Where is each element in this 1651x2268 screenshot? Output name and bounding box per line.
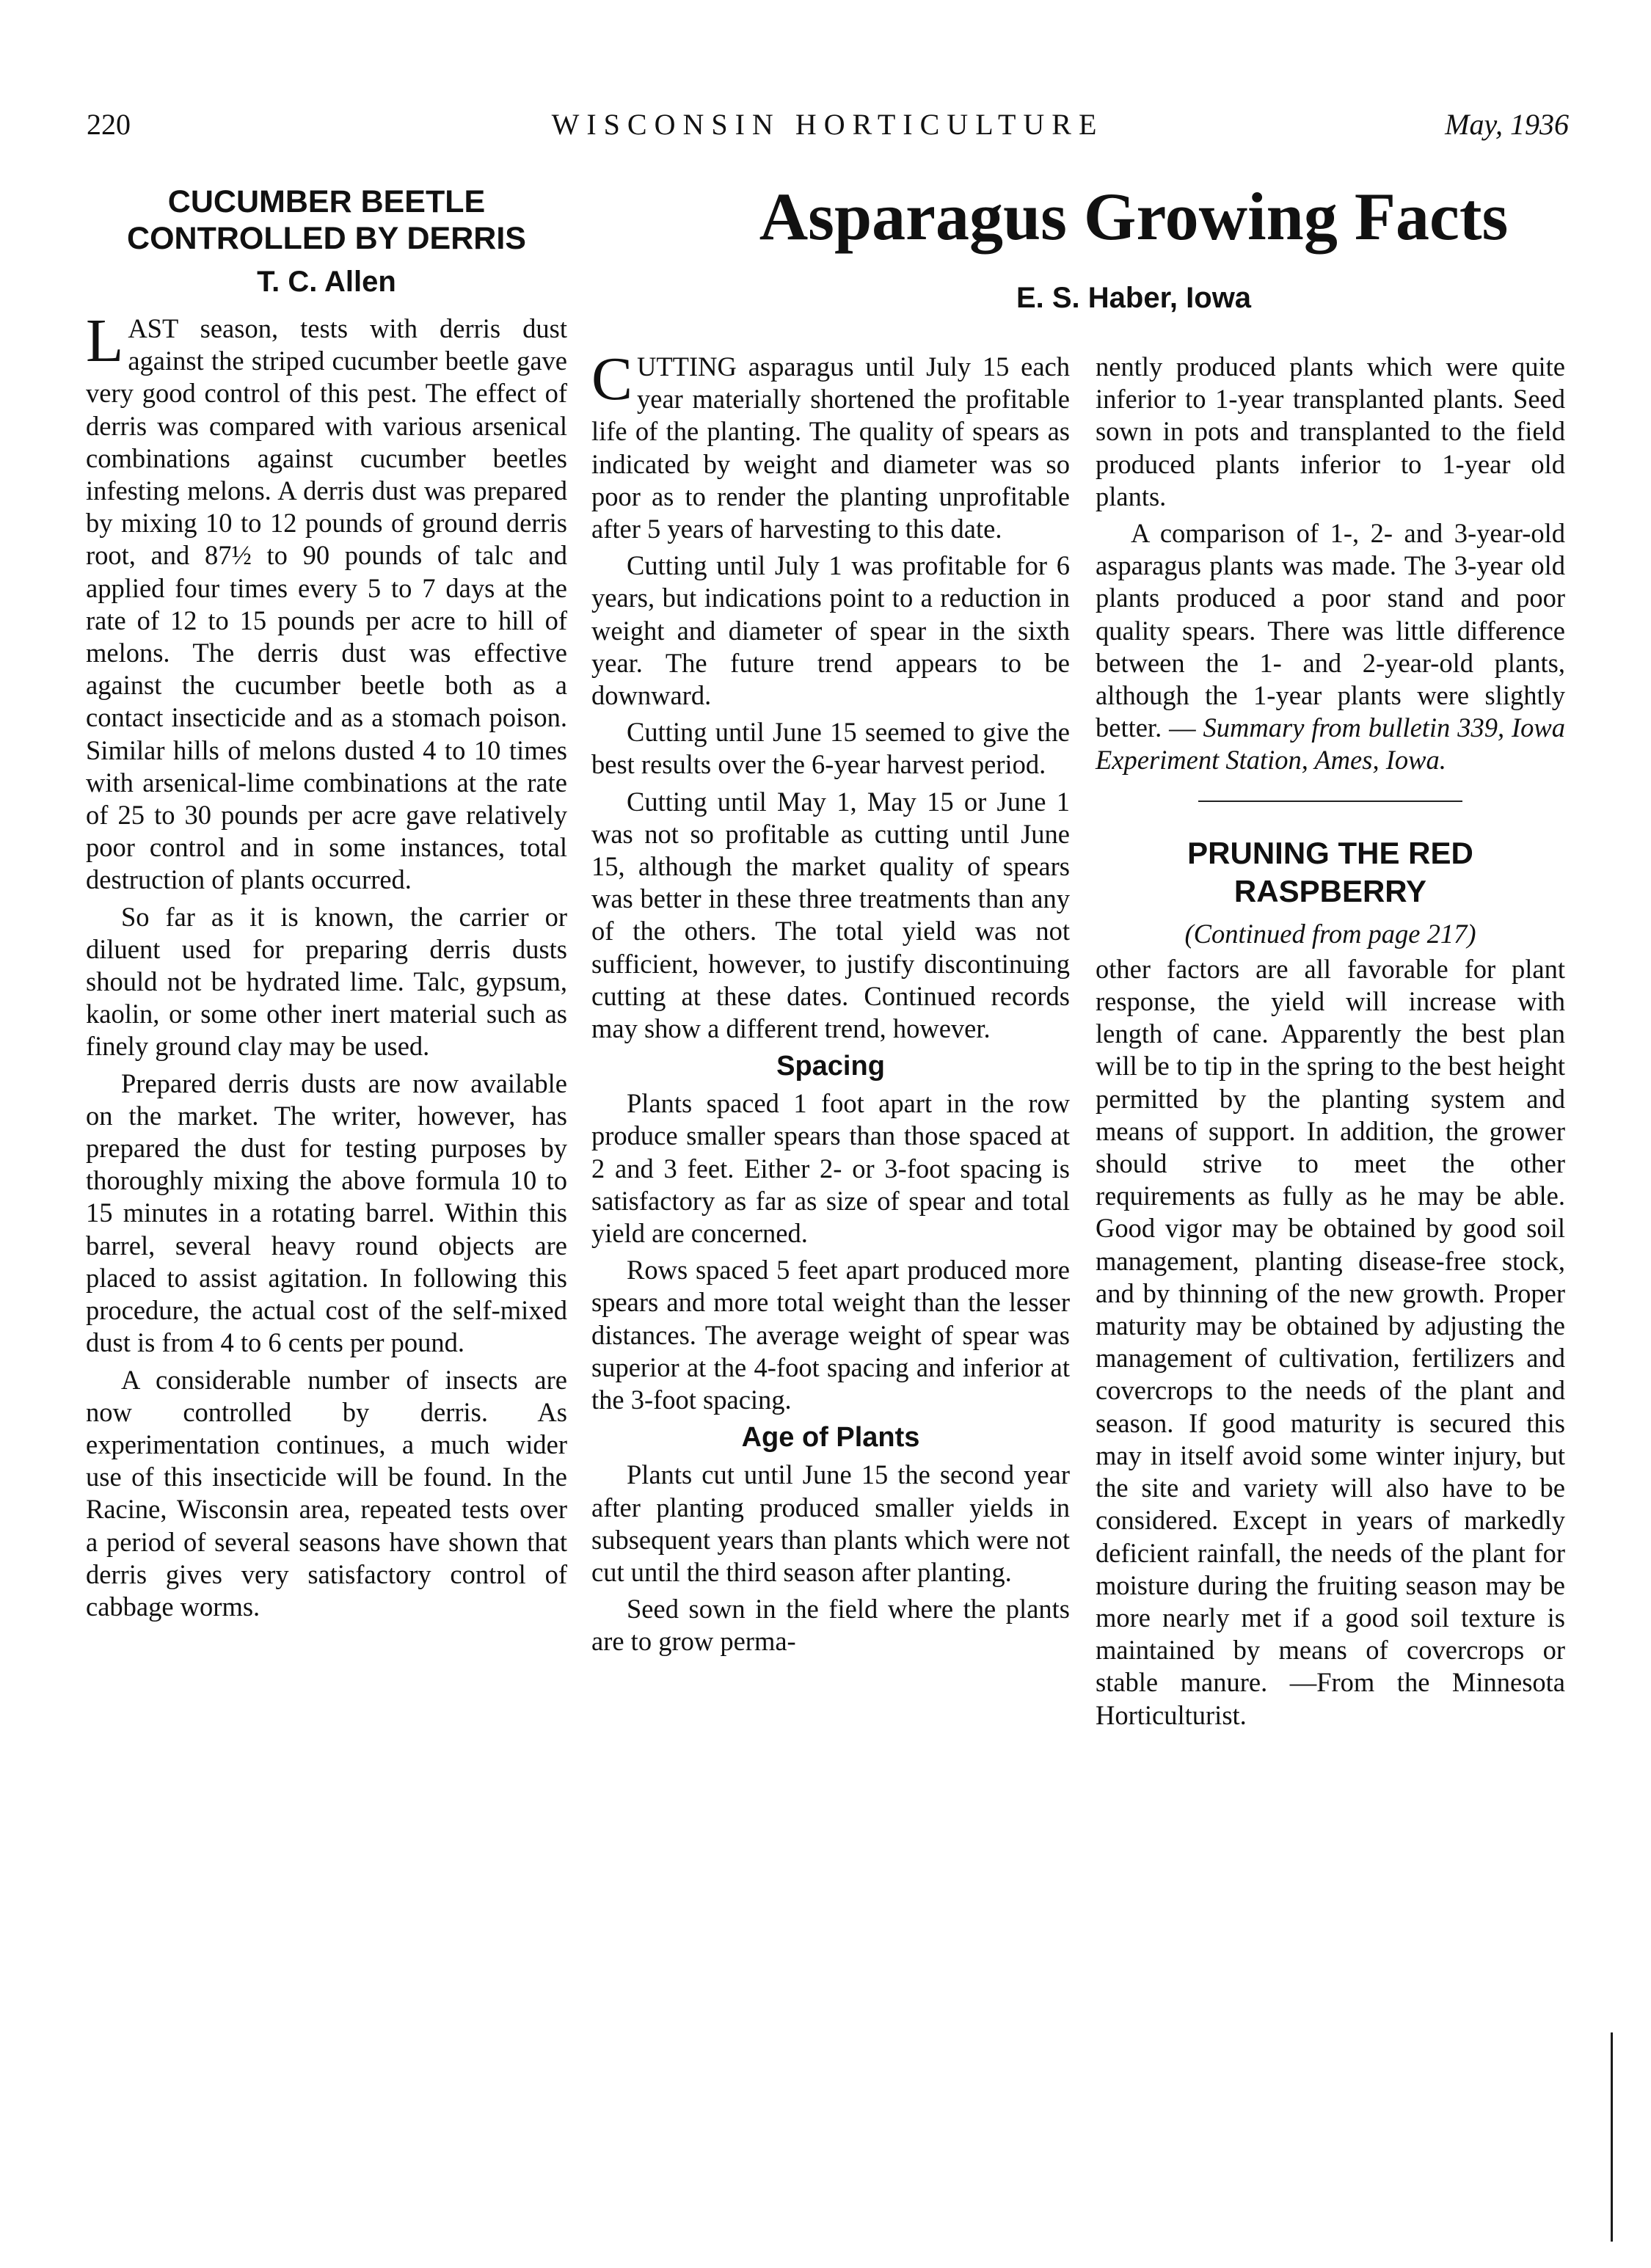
asparagus-column-1 [591, 345, 1070, 1658]
issue-date: May, 1936 [1445, 108, 1569, 141]
asparagus-article-title: Asparagus Growing Facts [759, 179, 1509, 254]
asparagus-paragraph: Rows spaced 5 feet apart produced more spears and more total weight than the lesser distances. The average weight of spear was superior at the 4-foot spacing and inferior at the 3-foot spacing. [591, 1255, 1070, 1415]
continued-note: (Continued from page 217) [1184, 918, 1476, 949]
asparagus-paragraph: Cutting until May 1, May 15 or June 1 was not so profitable as cutting until June 15, although the market quality of spears was better in these three treatments than any of the others. The total yield was not sufficient, however, to justify discontinuing cutting at these dates. Continued records may show a different trend, however. [591, 786, 1070, 1044]
beetle-article-title: CUCUMBER BEETLE CONTROLLED BY DERRIS [127, 184, 526, 256]
beetle-article [86, 183, 567, 1623]
raspberry-paragraph: other factors are all favorable for plant response, the yield will increase with length of cane. Apparently the best plan will be to tip in the spring to the best height permitted by the planting system and means of support. In addition, the grower should strive to meet the other requirements as fully as he may be able. Good vigor may be obtained by good soil management, planting disease-free stock, and by thinning of the new growth. Proper maturity may be obtained by adjusting the management of cultivation, fertilizers and covercrops to the needs of the plant and season. If good maturity is secured this may in itself avoid some winter injury, but the site and variety will also have to be considered. Except in years of markedly deficient rainfall, the needs of the plant for moisture during the fruiting season may be more nearly met if a good soil texture is maintained by means of covercrops or stable manure. —From the Minnesota Horticulturist. [1096, 953, 1565, 1730]
raspberry-article-title: PRUNING THE RED RASPBERRY [1187, 835, 1473, 908]
asparagus-paragraph [1096, 517, 1565, 777]
asparagus-article-author: E. S. Haber, Iowa [1016, 282, 1252, 314]
section-divider [1198, 801, 1462, 802]
asparagus-paragraph: CUTTING asparagus until July 15 each year materially shortened the profitable life of the planting. The quality of spears as indicated by weight and diameter was so poor as to render the planting unprofitable after 5 years of harvesting to this date. [591, 345, 1070, 544]
asparagus-paragraph: nently produced plants which were quite inferior to 1-year transplanted plants. Seed sown in pots and transplanted to the field produced plants inferior to 1-year old plants. [1096, 351, 1565, 511]
beetle-paragraph: So far as it is known, the carrier or diluent used for preparing derris dusts should not be hydrated lime. Talc, gypsum, kaolin, or some other inert material such as finely ground clay may be used. [86, 901, 567, 1062]
asparagus-paragraph: Cutting until July 1 was profitable for 6 years, but indications point to a reduction in weight and diameter of spear in the sixth year. The future trend appears to be downward. [591, 550, 1070, 711]
beetle-paragraph: A considerable number of insects are now controlled by derris. As experimentation continues, a much wider use of this insecticide will be found. In the Racine, Wisconsin area, repeated tests over a period of several seasons have shown that derris gives very satisfactory control of cabbage worms. [86, 1364, 567, 1622]
bulletin-citation: Summary from bulletin 339, Iowa Experiment Station, Ames, Iowa. [1096, 712, 1565, 776]
beetle-article-author: T. C. Allen [257, 266, 396, 298]
age-of-plants-heading: Age of Plants [741, 1422, 920, 1454]
page-number: 220 [87, 108, 131, 141]
comparison-text: A comparison of 1-, 2- and 3-year-old asparagus plants was made. The 3-year old plants produced a poor stand and poor quality spears. There was little difference between the 1- and 2-year-old plants, although the 1-year plants were slightly better. — [1096, 518, 1565, 743]
asparagus-paragraph: Plants cut until June 15 the second year after planting produced smaller yields in subsequent years than plants which were not cut until the third season after planting. [591, 1459, 1070, 1587]
spacing-heading: Spacing [776, 1051, 885, 1082]
running-header [87, 107, 1569, 144]
beetle-paragraph: Prepared derris dusts are now available on the market. The writer, however, has prepared the dust for testing purposes by thoroughly mixing the above formula 10 to 15 minutes in a rotating barrel. Within this barrel, several heavy round objects are placed to assist agitation. In following this procedure, the actual cost of the self-mixed dust is from 4 to 6 cents per pound. [86, 1068, 567, 1358]
asparagus-paragraph: Seed sown in the field where the plants are to grow perma- [591, 1594, 1070, 1657]
right-column [1096, 351, 1565, 1732]
asparagus-paragraph: Cutting until June 15 seemed to give the best results over the 6-year harvest period. [591, 717, 1070, 780]
margin-line [1611, 2032, 1613, 2242]
beetle-paragraph: LAST season, tests with derris dust against the striped cucumber beetle gave very good control of this pest. The effect of derris was compared with various arsenical combinations against cucumber beetles infesting melons. A derris dust was prepared by mixing 10 to 12 pounds of ground derris root, and 87½ to 90 pounds of talc and applied four times every 5 to 7 days at the rate of 12 to 15 pounds per acre to hill of melons. The derris dust was effective against the cucumber beetle both as a contact insecticide and as a stomach poison. Similar hills of melons dusted 4 to 10 times with arsenical-lime combinations at the rate of 25 to 30 pounds per acre gave relatively poor control and in some instances, total destruction of plants occurred. [86, 307, 567, 895]
asparagus-paragraph: Plants spaced 1 foot apart in the row produce smaller spears than those spaced at 2 and 3 feet. Either 2- or 3-foot spacing is satisfactory as far as size of spear and total yield are concerned. [591, 1088, 1070, 1249]
journal-name: WISCONSIN HORTICULTURE [551, 108, 1104, 141]
